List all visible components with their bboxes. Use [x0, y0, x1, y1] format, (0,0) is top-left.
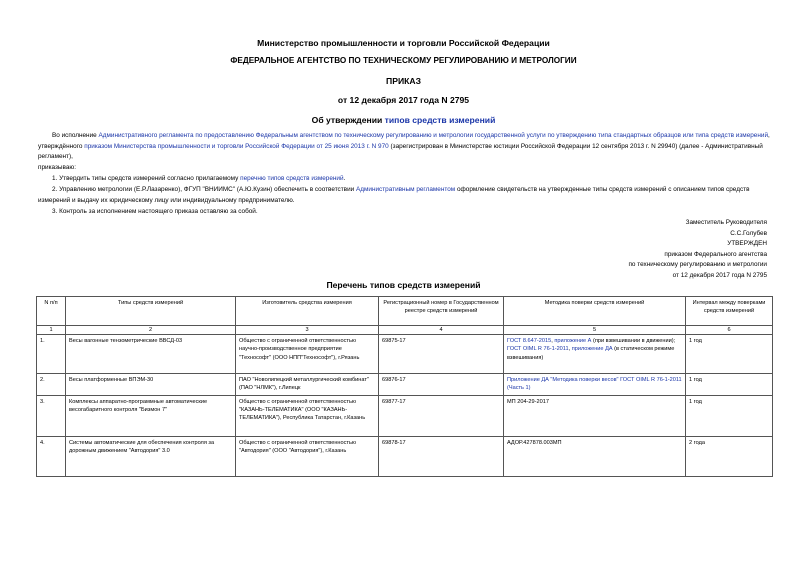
doc-subject-link[interactable]: типов средств измерений — [384, 115, 496, 125]
method-text: , — [568, 346, 572, 353]
p3-suffix: . — [343, 175, 346, 182]
verification-method — [504, 335, 686, 374]
header-cell: Методика поверки средств измерений — [504, 297, 686, 326]
column-number: 3 — [236, 326, 379, 335]
signature-block — [628, 218, 767, 282]
verification-method — [504, 395, 686, 436]
header-cell: Регистрационный номер в Государственном реестре средств измерений — [379, 297, 504, 326]
row-number: 4. — [37, 436, 66, 476]
doc-date-number: от 12 декабря 2017 года N 2795 — [337, 95, 470, 105]
instrument-type: Комплексы аппаратно-программные автоматические весогабаритного контроля "Бизмон 7" — [66, 395, 236, 436]
method-link[interactable]: Приложение ДА "Методика поверки весов" ГОСТ OIML R 76-1-2011 (Часть 1) — [507, 377, 682, 392]
column-number: 4 — [379, 326, 504, 335]
agency-title: ФЕДЕРАЛЬНОЕ АГЕНТСТВО ПО ТЕХНИЧЕСКОМУ РЕГУЛИРОВАНИЮ И МЕТРОЛОГИИ — [230, 56, 577, 65]
row-number: 2. — [37, 374, 66, 395]
paragraph-preamble — [38, 131, 778, 163]
approved-line-3: от 12 декабря 2017 года N 2795 — [672, 271, 767, 279]
paragraph-item-1 — [38, 174, 778, 185]
column-number-row — [37, 326, 773, 335]
instrument-type: Весы вагонные тензометрические ВВСД-03 — [66, 335, 236, 374]
manufacturer: Общество с ограниченной ответственностью научно-производственное предприятие "Технософт" (ООО НПП"Технософт"), г.Рязань — [236, 335, 379, 374]
verification-interval: 2 года — [686, 436, 773, 476]
manufacturer: Общество с ограниченной ответственностью "КАЗАНЬ-ТЕЛЕМАТИКА" (ООО "КАЗАНЬ-ТЕЛЕМАТИКА"), Республика Татарстан, г.Казань — [236, 395, 379, 436]
approved-line-2: по техническому регулированию и метрологии — [628, 261, 767, 269]
p1-prefix: Во исполнение — [52, 132, 99, 139]
table-row — [37, 374, 773, 395]
p4-suffix: оформление свидетельств на утвержденные типы средств измерений с описанием типов средств измерений и выдачу их юридическому лицу или индивидуальному предпринимателю. — [38, 186, 750, 204]
p1-suffix: (зарегистрирован в Министерстве юстиции Российской Федерации 12 сентября 2013 г. N 29940) (далее - Административный регламент), — [38, 142, 763, 161]
signer-name: С.С.Голубев — [730, 229, 767, 237]
method-text: (в статическом режиме взвешивания) — [507, 346, 675, 361]
method-link[interactable]: приложение ДА — [571, 346, 613, 353]
manufacturer: Общество с ограниченной ответственностью "Автодория" (ООО "Автодория"), г.Казань — [236, 436, 379, 476]
p1-mid: , утверждённого — [38, 132, 770, 150]
p4-regulation-link[interactable]: Административным регламентом — [356, 186, 456, 193]
paragraph-item-3: 3. Контроль за исполнением настоящего приказа оставляю за собой. — [52, 208, 258, 215]
method-link[interactable]: ГОСТ OIML R 76-1-2011 — [507, 346, 569, 353]
verification-method — [504, 374, 686, 395]
row-number: 3. — [37, 395, 66, 436]
row-number: 1. — [37, 335, 66, 374]
registry-number: 69875-17 — [379, 335, 504, 374]
method-link[interactable]: ГОСТ 8.647-2015 — [507, 338, 552, 345]
paragraph-order-word: приказываю: — [38, 164, 76, 171]
column-number: 6 — [686, 326, 773, 335]
table-row — [37, 395, 773, 436]
approved-label: УТВЕРЖДЕН — [727, 240, 767, 248]
approved-line-1: приказом Федерального агентства — [664, 250, 767, 258]
doc-type: ПРИКАЗ — [386, 76, 421, 86]
instrument-type: Весы платформенные ВПЭМ-30 — [66, 374, 236, 395]
verification-interval: 1 год — [686, 395, 773, 436]
registry-number: 69877-17 — [379, 395, 504, 436]
p3-list-link[interactable]: перечню типов средств измерений — [240, 175, 344, 182]
signer-position: Заместитель Руководителя — [685, 219, 767, 226]
method-text: МП 204-29-2017 — [507, 398, 549, 405]
instrument-type: Системы автоматические для обеспечения контроля за дорожным движением "Автодория" 3.0 — [66, 436, 236, 476]
column-number: 5 — [504, 326, 686, 335]
column-number: 1 — [37, 326, 66, 335]
header-cell: Типы средств измерений — [66, 297, 236, 326]
header-cell: Интервал между поверками средств измерений — [686, 297, 773, 326]
doc-subject-prefix: Об утверждении — [311, 115, 385, 125]
table-row — [37, 436, 773, 476]
p3-prefix: 1. Утвердить типы средств измерений согласно прилагаемому — [52, 175, 241, 182]
p4-prefix: 2. Управлению метрологии (Е.Р.Лазаренко), ФГУП "ВНИИМС" (А.Ю.Кузин) обеспечить в соответствии — [52, 186, 356, 193]
manufacturer: ПАО "Новолипецкий металлургический комбинат" (ПАО "НЛМК"), г.Липецк — [236, 374, 379, 395]
table-row — [37, 335, 773, 374]
doc-subject — [0, 115, 807, 125]
p1-regulation-link[interactable]: Административного регламента по предоставлению Федеральным агентством по техническому регулированию и метрологии государственной услуги по утверждению типа стандартных образцов или типа средств измерений — [98, 132, 769, 139]
list-title: Перечень типов средств измерений — [326, 280, 481, 290]
verification-interval: 1 год — [686, 374, 773, 395]
verification-interval: 1 год — [686, 335, 773, 374]
header-cell: Изготовитель средства измерения — [236, 297, 379, 326]
ministry-title: Министерство промышленности и торговли Российской Федерации — [257, 38, 550, 48]
p1-order-link[interactable]: приказом Министерства промышленности и торговли Российской Федерации от 25 июня 2013 г. N 970 — [84, 142, 389, 150]
column-number: 2 — [66, 326, 236, 335]
header-cell: N п/п — [37, 297, 66, 326]
table-header-row — [37, 297, 773, 326]
registry-number: 69878-17 — [379, 436, 504, 476]
verification-method — [504, 436, 686, 476]
method-text: , — [551, 338, 555, 345]
method-text: (при взвешивании в движении); — [591, 338, 676, 345]
paragraph-item-2 — [38, 185, 778, 206]
registry-number: 69876-17 — [379, 374, 504, 395]
method-link[interactable]: приложение А — [554, 338, 592, 345]
instruments-table — [36, 296, 773, 477]
method-text: АДОР.427878.003МП — [507, 439, 562, 446]
